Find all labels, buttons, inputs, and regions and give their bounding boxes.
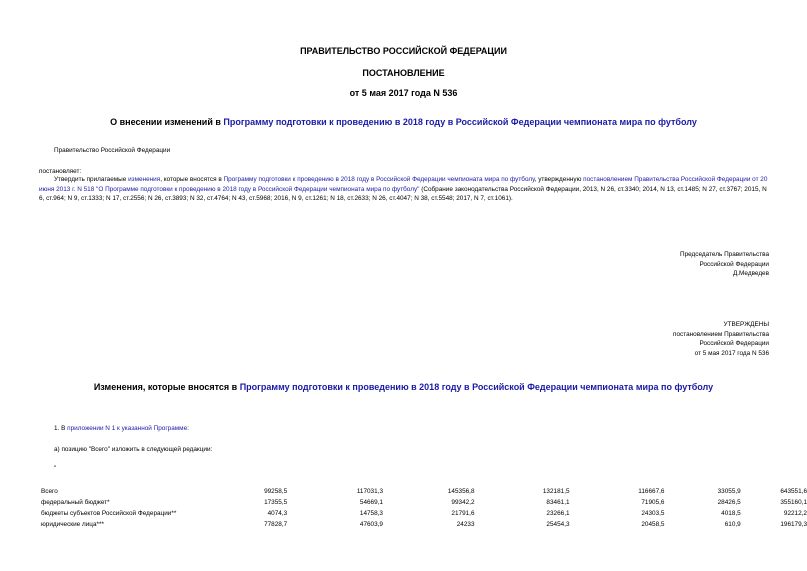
table-cell: 132181,5: [542, 488, 570, 495]
table-cell: 4074,3: [267, 510, 288, 517]
table-cell: 196179,3: [780, 521, 807, 528]
table-cell: 33055,9: [717, 488, 741, 495]
item-1: [54, 424, 189, 434]
approval-line-4: от 5 мая 2017 года N 536: [694, 349, 769, 357]
table-cell: 610,9: [724, 521, 741, 528]
appendix-1-link[interactable]: приложении N 1 к указанной Программе: [67, 425, 188, 432]
approval-line-3: Российской Федерации: [699, 340, 769, 347]
table-cell: 71905,6: [641, 499, 665, 506]
table-cell: 77828,7: [264, 521, 288, 528]
paragraph-1-text-d: (Собрание законодательства Российской Федерации, 2013, N 26, ст.3340; 2014, N 13, ст.1485; N 27, ст.3767; 2015, N 6, ст.964; N 9, ст.1333; N 17, ст.2556; N 26, ст.3893; N 32, ст.4764; N 43, ст.5968; 2016, N 9, ст.1261; N 18, ст.2633; N 26, ст.4047; N 38, ст.5548; 2017, N 7, ст.1061).: [39, 185, 767, 202]
table-cell: 99258,5: [264, 488, 288, 495]
item-a: а) позицию "Всего" изложить в следующей редакции:: [54, 446, 213, 453]
approval-block: [673, 320, 769, 358]
approval-line-2: постановлением Правительства: [673, 330, 769, 338]
program-link-inline[interactable]: Программу подготовки к проведению в 2018 году в Российской Федерации чемпионата мира по футболу: [223, 176, 535, 183]
changes-title: [0, 382, 807, 393]
table-cell: 54669,1: [359, 499, 383, 506]
table-cell: 24303,5: [641, 510, 665, 517]
document-title-prefix: О внесении изменений в: [110, 117, 224, 127]
table-row: [41, 497, 807, 508]
quote-mark: ": [54, 465, 57, 472]
funding-table: [41, 486, 807, 530]
table-cell: 355160,1: [780, 499, 807, 506]
paragraph-1-text-b: , которые вносятся в: [160, 176, 224, 183]
table-cell: 20458,5: [641, 521, 665, 528]
table-cell: 145356,8: [447, 488, 475, 495]
table-cell: 643551,6: [780, 488, 807, 495]
signature-block: [680, 250, 769, 279]
paragraph-1-text-c: , утвержденную: [534, 176, 584, 183]
table-cell: 28426,5: [717, 499, 741, 506]
changes-title-prefix: Изменения, которые вносятся в: [93, 382, 240, 392]
table-cell: 25454,3: [546, 521, 570, 528]
table-row: [41, 486, 807, 497]
table-cell: 23266,1: [546, 510, 570, 517]
table-cell: 92212,2: [783, 510, 807, 517]
table-row: [41, 508, 807, 519]
approval-line-1: УТВЕРЖДЕНЫ: [723, 321, 769, 328]
program-link[interactable]: Программу подготовки к проведению в 2018 году в Российской Федерации чемпионата мира по футболу: [223, 117, 697, 127]
intro-text: Правительство Российской Федерации: [54, 147, 171, 154]
table-cell: 21791,6: [451, 510, 475, 517]
table-cell: 99342,2: [451, 499, 475, 506]
item-1-suffix: :: [187, 425, 189, 432]
signature-line-2: Российской Федерации: [699, 260, 769, 268]
table-cell: 116667,6: [638, 488, 665, 495]
paragraph-1-text-a: Утвердить прилагаемые: [54, 176, 129, 183]
table-cell: 24233: [456, 521, 475, 528]
table-cell: 14758,3: [359, 510, 383, 517]
government-heading: ПРАВИТЕЛЬСТВО РОССИЙСКОЙ ФЕДЕРАЦИИ: [300, 46, 507, 56]
row-label: Всего: [41, 488, 58, 495]
table-row: [41, 519, 807, 530]
paragraph-1: [39, 175, 771, 204]
resolution-518-link[interactable]: постановлением Правительства Российской Федерации от 20 июня 2013 г. N 518 "О Программе подготовки к проведению в 2018 году в Российской Федерации чемпионата мира по футболу": [39, 176, 768, 193]
decrees-text: постановляет:: [39, 168, 82, 175]
item-1-prefix: 1. В: [54, 425, 68, 432]
document-title: [0, 117, 807, 128]
row-label: юридические лица***: [41, 521, 104, 528]
changes-program-link[interactable]: Программу подготовки к проведению в 2018 году в Российской Федерации чемпионата мира по футболу: [239, 382, 714, 392]
row-label: федеральный бюджет*: [41, 499, 110, 506]
table-cell: 117031,3: [356, 488, 383, 495]
table-cell: 47603,9: [359, 521, 383, 528]
table-cell: 83461,1: [546, 499, 570, 506]
signature-name: Д.Медведев: [732, 270, 769, 277]
changes-link[interactable]: изменения: [128, 176, 161, 183]
document-date: от 5 мая 2017 года N 536: [349, 88, 458, 98]
row-label: бюджеты субъектов Российской Федерации**: [41, 510, 177, 517]
signature-line-1: Председатель Правительства: [680, 251, 769, 258]
table-cell: 17355,5: [264, 499, 288, 506]
document-type-heading: ПОСТАНОВЛЕНИЕ: [362, 68, 445, 78]
table-cell: 4018,5: [721, 510, 741, 517]
